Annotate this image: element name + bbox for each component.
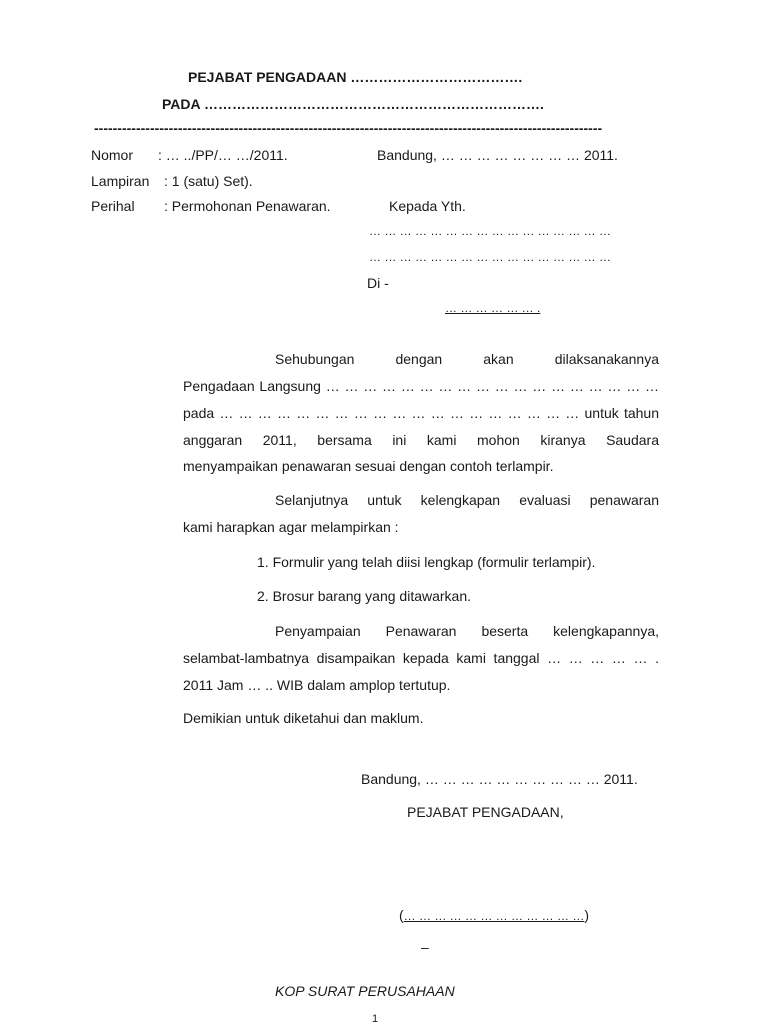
para1-line-2: Pengadaan Langsung … … … … … … … … … … … … … … … … … … (183, 378, 659, 394)
para2-line-1: Selanjutnya untuk kelengkapan evaluasi penawaran (275, 492, 659, 508)
header-line-1: PEJABAT PENGADAAN ………………………………. (188, 69, 523, 85)
nomor-label: Nomor (91, 147, 134, 163)
perihal-value: : Permohonan Penawaran. (164, 198, 331, 214)
para1-line-1: Sehubungan dengan akan dilaksanakannya (275, 351, 659, 367)
signature-paren-close: ) (584, 907, 590, 923)
para3-line-3: 2011 Jam … .. WIB dalam amplop tertutup. (183, 677, 451, 693)
kop-surat-heading: KOP SURAT PERUSAHAAN (275, 983, 455, 999)
lampiran-value: : 1 (satu) Set). (164, 173, 253, 189)
para1-line-4: anggaran 2011, bersama ini kami mohon kiranya Saudara (183, 432, 659, 448)
list-item: 2. Brosur barang yang ditawarkan. (257, 588, 472, 604)
page-number: 1 (372, 1013, 379, 1025)
recipient-place: … … … … … … . (445, 301, 541, 315)
list-item: 1. Formulir yang telah diisi lengkap (formulir terlampir). (257, 554, 596, 570)
signature-name-line (399, 907, 589, 923)
recipient-di: Di - (367, 275, 389, 291)
recipient-line-1: … … … … … … … … … … … … … … … … (369, 224, 612, 238)
para1-line-3: pada … … … … … … … … … … … … … … … … … … … untuk tahun (183, 405, 659, 421)
signature-title: PEJABAT PENGADAAN, (407, 804, 564, 820)
para3-line-1: Penyampaian Penawaran beserta kelengkapannya, (275, 623, 659, 639)
header-divider: ------------------------------------------------------------------------------------------------------------- (94, 120, 603, 136)
letter-date: Bandung, … … … … … … … … 2011. (377, 147, 618, 163)
signature-date: Bandung, … … … … … … … … … … 2011. (361, 771, 638, 787)
closing-text: Demikian untuk diketahui dan maklum. (183, 710, 424, 726)
recipient-line-2: … … … … … … … … … … … … … … … … (369, 250, 612, 264)
para1-line-5: menyampaikan penawaran sesuai dengan contoh terlampir. (183, 458, 554, 474)
signature-paren-open: ( (399, 907, 404, 923)
nomor-value: : … ../PP/… …/2011. (158, 147, 288, 163)
perihal-label: Perihal (91, 198, 135, 214)
recipient-heading: Kepada Yth. (389, 198, 466, 214)
para2-line-2: kami harapkan agar melampirkan : (183, 519, 399, 535)
header-line-2: PADA ………………………………………………………………. (162, 96, 544, 112)
signature-dash: – (421, 939, 429, 955)
para3-line-2: selambat-lambatnya disampaikan kepada kami tanggal … … … … … . (183, 650, 659, 666)
signature-name: … … … … … … … … … … … … (403, 909, 585, 923)
lampiran-label: Lampiran (91, 173, 150, 189)
